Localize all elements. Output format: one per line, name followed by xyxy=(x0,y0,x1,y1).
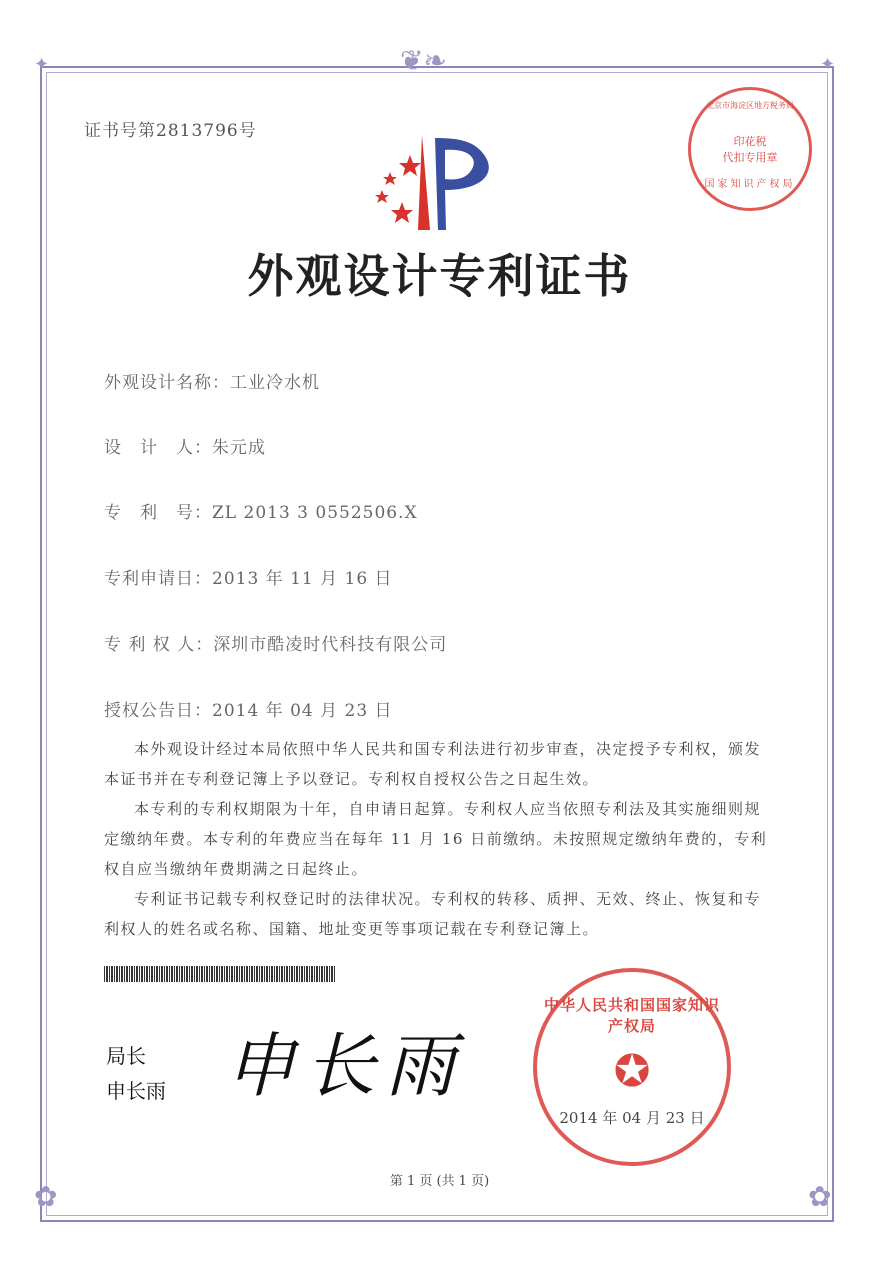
field-value: 2013 年 11 月 16 日 xyxy=(212,569,393,589)
field-value: 朱元成 xyxy=(212,438,266,458)
corner-ornament: ✦ xyxy=(34,54,50,75)
field-label: 专 利 号： xyxy=(104,503,212,523)
field-label: 外观设计名称： xyxy=(104,373,230,393)
director-signature: 申长雨 xyxy=(225,1025,465,1107)
certificate-body xyxy=(104,734,774,944)
national-emblem-icon: ✪ xyxy=(613,1046,651,1097)
director-title: 局长 xyxy=(106,1044,146,1068)
field-value: 深圳市酷凌时代科技有限公司 xyxy=(213,635,448,655)
seal-ring-text: 北京市海淀区地方税务局 xyxy=(706,101,794,110)
patent-office-logo xyxy=(360,130,510,230)
field-label: 授权公告日： xyxy=(104,701,212,721)
field-designer xyxy=(104,433,266,458)
field-value: 2014 年 04 月 23 日 xyxy=(212,701,393,721)
field-label: 专 利 权 人： xyxy=(104,635,214,655)
seal-center-text: 印花税 xyxy=(733,135,767,148)
field-patentee xyxy=(104,630,447,655)
director-name: 申长雨 xyxy=(106,1079,166,1103)
corner-ornament: ✿ xyxy=(34,1180,58,1213)
page-footer: 第 1 页 (共 1 页) xyxy=(389,1174,490,1189)
field-design-name xyxy=(104,368,320,393)
top-ornament: ❦❧ xyxy=(400,44,447,77)
seal-date: 2014 年 04 月 23 日 xyxy=(559,1109,705,1127)
barcode xyxy=(104,966,336,982)
field-value: 工业冷水机 xyxy=(230,373,320,393)
seal-ring-text: 中华人民共和国国家知识产权局 xyxy=(543,996,720,1035)
seal-center-text: 代扣专用章 xyxy=(722,151,778,164)
field-value: ZL 2013 3 0552506.X xyxy=(212,503,418,523)
corner-ornament: ✦ xyxy=(820,54,836,75)
tax-stamp-seal xyxy=(688,87,812,211)
paragraph: 本专利的专利权期限为十年，自申请日起算。专利权人应当依照专利法及其实施细则规定缴纳年费。本专利的年费应当在每年 11 月 16 日前缴纳。未按照规定缴纳年费的，专利权自应当缴纳年费期满之日起终止。 xyxy=(104,800,768,878)
field-application-date xyxy=(104,564,393,589)
seal-bottom-text: 国家知识产权局 xyxy=(704,179,796,190)
field-label: 专利申请日： xyxy=(104,569,212,589)
official-seal xyxy=(533,968,731,1166)
field-label: 设 计 人： xyxy=(104,438,212,458)
paragraph: 本外观设计经过本局依照中华人民共和国专利法进行初步审查，决定授予专利权，颁发本证书并在专利登记簿上予以登记。专利权自授权公告之日起生效。 xyxy=(104,740,762,788)
field-patent-number xyxy=(104,498,418,523)
field-grant-date xyxy=(104,696,393,721)
certificate-title: 外观设计专利证书 xyxy=(247,249,632,303)
corner-ornament: ✿ xyxy=(808,1180,832,1213)
paragraph: 专利证书记载专利权登记时的法律状况。专利权的转移、质押、无效、终止、恢复和专利权人的姓名或名称、国籍、地址变更等事项记载在专利登记簿上。 xyxy=(104,890,762,938)
certificate-number: 证书号第2813796号 xyxy=(84,121,257,141)
